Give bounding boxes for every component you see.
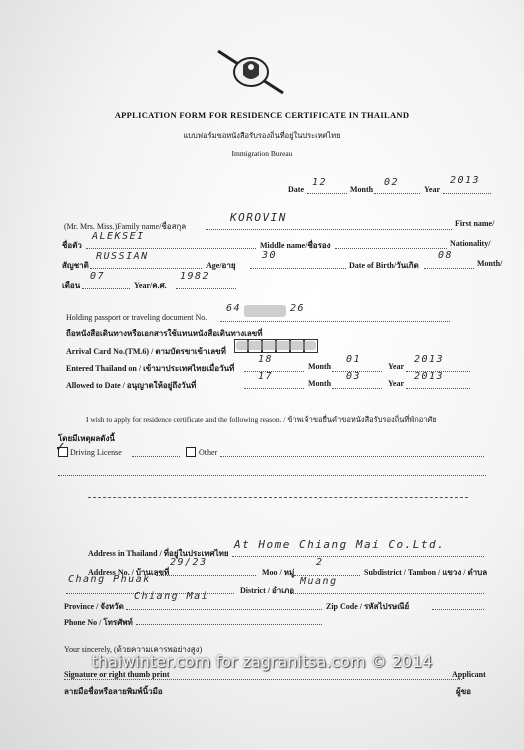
dob-year-value: 1982 (180, 271, 211, 282)
district-value: Muang (300, 576, 338, 587)
checkmark-icon: ✓ (55, 440, 66, 455)
entered-year-label: Year (388, 362, 404, 371)
dob-label: Date of Birth/วันเกิด (349, 261, 419, 270)
passport-number-prefix: 64 (226, 303, 242, 314)
province-label: Province / จังหวัด (64, 602, 124, 611)
subdistrict-label: Subdistrict / Tambon / แขวง / ตำบล (364, 568, 488, 577)
date-month-value: 02 (384, 177, 400, 188)
year-ce-label: Year/ค.ศ. (134, 281, 167, 290)
year-label: Year (424, 185, 440, 194)
address-number-label: Address No. / บ้านเลขที่ (88, 568, 170, 577)
allowed-year-label: Year (388, 379, 404, 388)
entered-month-label: Month (308, 362, 332, 371)
entered-day-value: 18 (258, 354, 274, 365)
address-label: Address in Thailand / ที่อยู่ในประเทศไทย (88, 549, 229, 558)
first-name-thai-label: ชื่อตัว (62, 241, 82, 250)
moo-label: Moo / หมู่ (262, 568, 295, 577)
family-name-value: KOROVIN (230, 211, 287, 224)
month-label: Month (350, 185, 374, 194)
entered-year-value: 2013 (414, 354, 445, 365)
moo-value: 2 (316, 557, 324, 568)
middle-name-label: Middle name/ชื่อรอง (260, 241, 331, 250)
signature-label: Signature or right thumb print (64, 670, 170, 679)
allowed-day-value: 17 (258, 371, 274, 382)
allowed-month-value: 03 (346, 371, 362, 382)
allowed-year-value: 2013 (414, 371, 445, 382)
applicant-thai-label: ผู้ขอ (456, 687, 471, 696)
date-label: Date (288, 185, 304, 194)
other-checkbox[interactable] (186, 447, 196, 457)
subdistrict-value: Chang Phuak (68, 574, 151, 585)
allowed-label: Allowed to Date / อนุญาตให้อยู่ถึงวันที่ (66, 381, 197, 390)
arrival-card-label: Arrival Card No.(TM.6) / ตามบัตรขาเข้าเลขที่ (66, 347, 226, 356)
other-label: Other (199, 448, 218, 457)
district-label: District / อำเภอ (240, 586, 295, 595)
form-issuer: Immigration Bureau (231, 149, 293, 158)
province-value: Chiang Mai (134, 591, 210, 602)
form-title: APPLICATION FORM FOR RESIDENCE CERTIFICATE IN THAILAND (114, 110, 410, 120)
passport-label: Holding passport or traveling document No. (66, 313, 208, 322)
address-value: At Home Chiang Mai Co.Ltd. (234, 538, 446, 551)
entered-label: Entered Thailand on / เข้ามาประเทศไทยเมื่อวันที่ (66, 364, 235, 373)
watermark: thaiwinter.com for zagranitsa.com © 2014 (91, 652, 433, 671)
age-value: 30 (262, 250, 278, 261)
separator-dashed (88, 497, 468, 498)
phone-label: Phone No / โทรศัพท์ (64, 618, 133, 627)
passport-number-suffix: 26 (290, 303, 306, 314)
entered-month-value: 01 (346, 354, 362, 365)
date-year-value: 2013 (450, 175, 481, 186)
reason-statement: I wish to apply for residence certificate and the following reason. / ข้าพเจ้าขอยื่นคำขอหนังสือรับรองถิ่นที่พักอาศัย (86, 415, 437, 424)
signature-thai-label: ลายมือชื่อหรือลายพิมพ์นิ้วมือ (64, 687, 163, 696)
nationality-value: RUSSIAN (96, 251, 149, 262)
first-name-value: ALEKSEI (92, 231, 145, 242)
driving-license-label: Driving License (70, 448, 122, 457)
dob-month-value: 07 (90, 271, 106, 282)
reason-thai-continuation: โดยมีเหตุผลดังนี้ (58, 434, 115, 443)
dob-day-value: 08 (438, 250, 454, 261)
passport-thai-label: ถือหนังสือเดินทางหรือเอกสารใช้แทนหนังสือเดินทางเลขที่ (66, 329, 263, 338)
form-title-thai: แบบฟอร์มขอหนังสือรับรองถิ่นที่อยู่ในประเทศไทย (183, 131, 341, 140)
arrival-card-redaction (236, 341, 316, 350)
age-label: Age/อายุ (206, 261, 236, 270)
dob-month-label: Month/ (477, 259, 503, 268)
address-number-value: 29/23 (170, 557, 208, 568)
month-thai-label: เดือน (62, 281, 81, 290)
first-name-label: First name/ (455, 219, 495, 228)
nationality-thai-label: สัญชาติ (62, 261, 89, 270)
closing-label: Your sincerely, (ด้วยความเคารพอย่างสูง) (64, 645, 203, 654)
date-day-value: 12 (312, 177, 328, 188)
garuda-emblem-icon (215, 45, 287, 97)
zip-code-label: Zip Code / รหัสไปรษณีย์ (326, 602, 410, 611)
family-name-label: (Mr. Mrs. Miss.)Family name/ชื่อสกุล (64, 222, 187, 231)
applicant-label: Applicant (452, 670, 486, 679)
passport-redaction (244, 305, 286, 317)
allowed-month-label: Month (308, 379, 332, 388)
nationality-label: Nationality/ (450, 239, 491, 248)
